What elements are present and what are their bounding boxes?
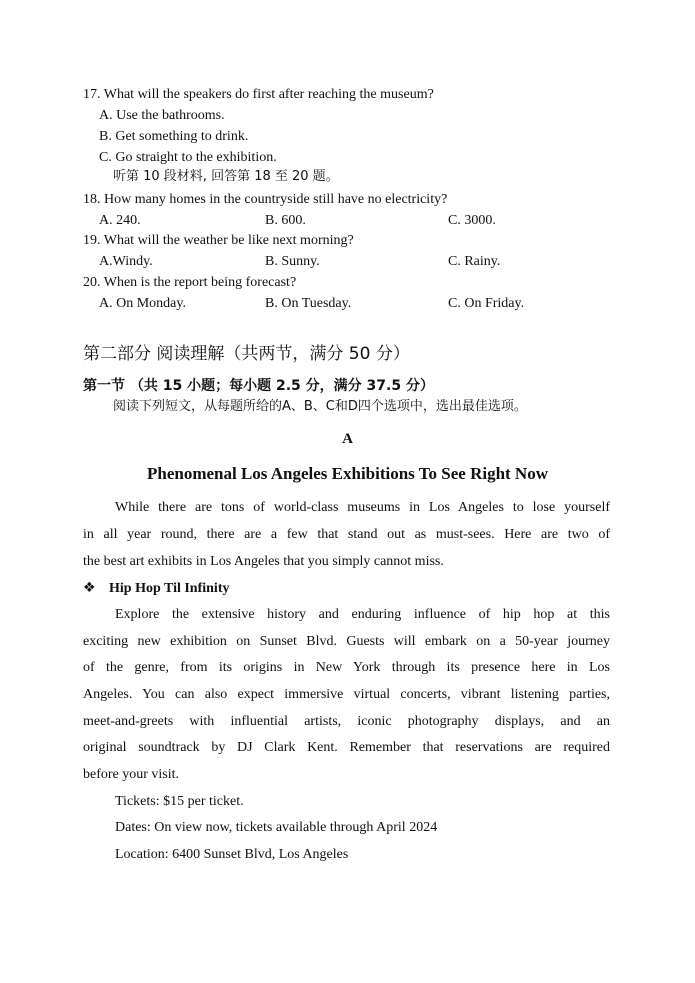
- tickets-info: Tickets: $15 per ticket.: [115, 794, 244, 809]
- question-20-option-a: A. On Monday.: [99, 296, 186, 311]
- question-20-option-b: B. On Tuesday.: [265, 296, 352, 311]
- location-info: Location: 6400 Sunset Blvd, Los Angeles: [115, 847, 349, 862]
- question-20-option-c: C. On Friday.: [448, 296, 525, 311]
- intro-line-2: in all year round, there are a few that stand out as must-sees. Here are two of: [83, 527, 610, 542]
- exhibit-subheading: Hip Hop Til Infinity: [109, 581, 230, 596]
- question-19-option-a: A.Windy.: [99, 254, 153, 269]
- listening-note: 听第 10 段材料, 回答第 18 至 20 题。: [113, 169, 339, 184]
- section-title: 第二部分 阅读理解（共两节，满分 50 分）: [83, 344, 410, 364]
- exhibit-heading: [83, 579, 229, 598]
- question-18-option-a: A. 240.: [99, 213, 141, 228]
- body-line-1: Explore the extensive history and enduring influence of hip hop at this: [115, 607, 610, 622]
- body-line-2: exciting new exhibition on Sunset Blvd. Guests will embark on a 50-year journey: [83, 634, 610, 649]
- intro-line-3: the best art exhibits in Los Angeles that you simply cannot miss.: [83, 554, 444, 569]
- body-line-4: Angeles. You can also expect immersive virtual concerts, vibrant listening parties,: [83, 687, 610, 702]
- question-17-option-a: A. Use the bathrooms.: [99, 108, 225, 123]
- passage-letter: A: [342, 431, 353, 447]
- intro-line-1: While there are tons of world-class museums in Los Angeles to lose yourself: [115, 500, 610, 515]
- subsection-title: 第一节 （共 15 小题；每小题 2.5 分，满分 37.5 分）: [83, 378, 434, 394]
- diamond-bullet-icon: ❖: [83, 580, 96, 596]
- question-19-option-b: B. Sunny.: [265, 254, 320, 269]
- passage-title: Phenomenal Los Angeles Exhibitions To See Right Now: [147, 464, 548, 483]
- dates-info: Dates: On view now, tickets available through April 2024: [115, 820, 438, 835]
- body-line-3: of the genre, from its origins in New York through its presence here in Los: [83, 660, 610, 675]
- body-line-5: meet-and-greets with influential artists, iconic photography displays, and an: [83, 714, 610, 729]
- section-instruction: 阅读下列短文，从每题所给的A、B、C和D四个选项中，选出最佳选项。: [113, 399, 527, 414]
- body-line-7: before your visit.: [83, 767, 180, 782]
- body-line-6: original soundtrack by DJ Clark Kent. Remember that reservations are required: [83, 740, 610, 755]
- question-19-option-c: C. Rainy.: [448, 254, 501, 269]
- question-18-stem: 18. How many homes in the countryside still have no electricity?: [83, 192, 448, 207]
- question-18-option-c: C. 3000.: [448, 213, 496, 228]
- question-18-option-b: B. 600.: [265, 213, 306, 228]
- question-19-stem: 19. What will the weather be like next morning?: [83, 233, 354, 248]
- question-17-option-b: B. Get something to drink.: [99, 129, 249, 144]
- question-20-stem: 20. When is the report being forecast?: [83, 275, 297, 290]
- question-17-option-c: C. Go straight to the exhibition.: [99, 150, 277, 165]
- question-17-stem: 17. What will the speakers do first after reaching the museum?: [83, 87, 434, 102]
